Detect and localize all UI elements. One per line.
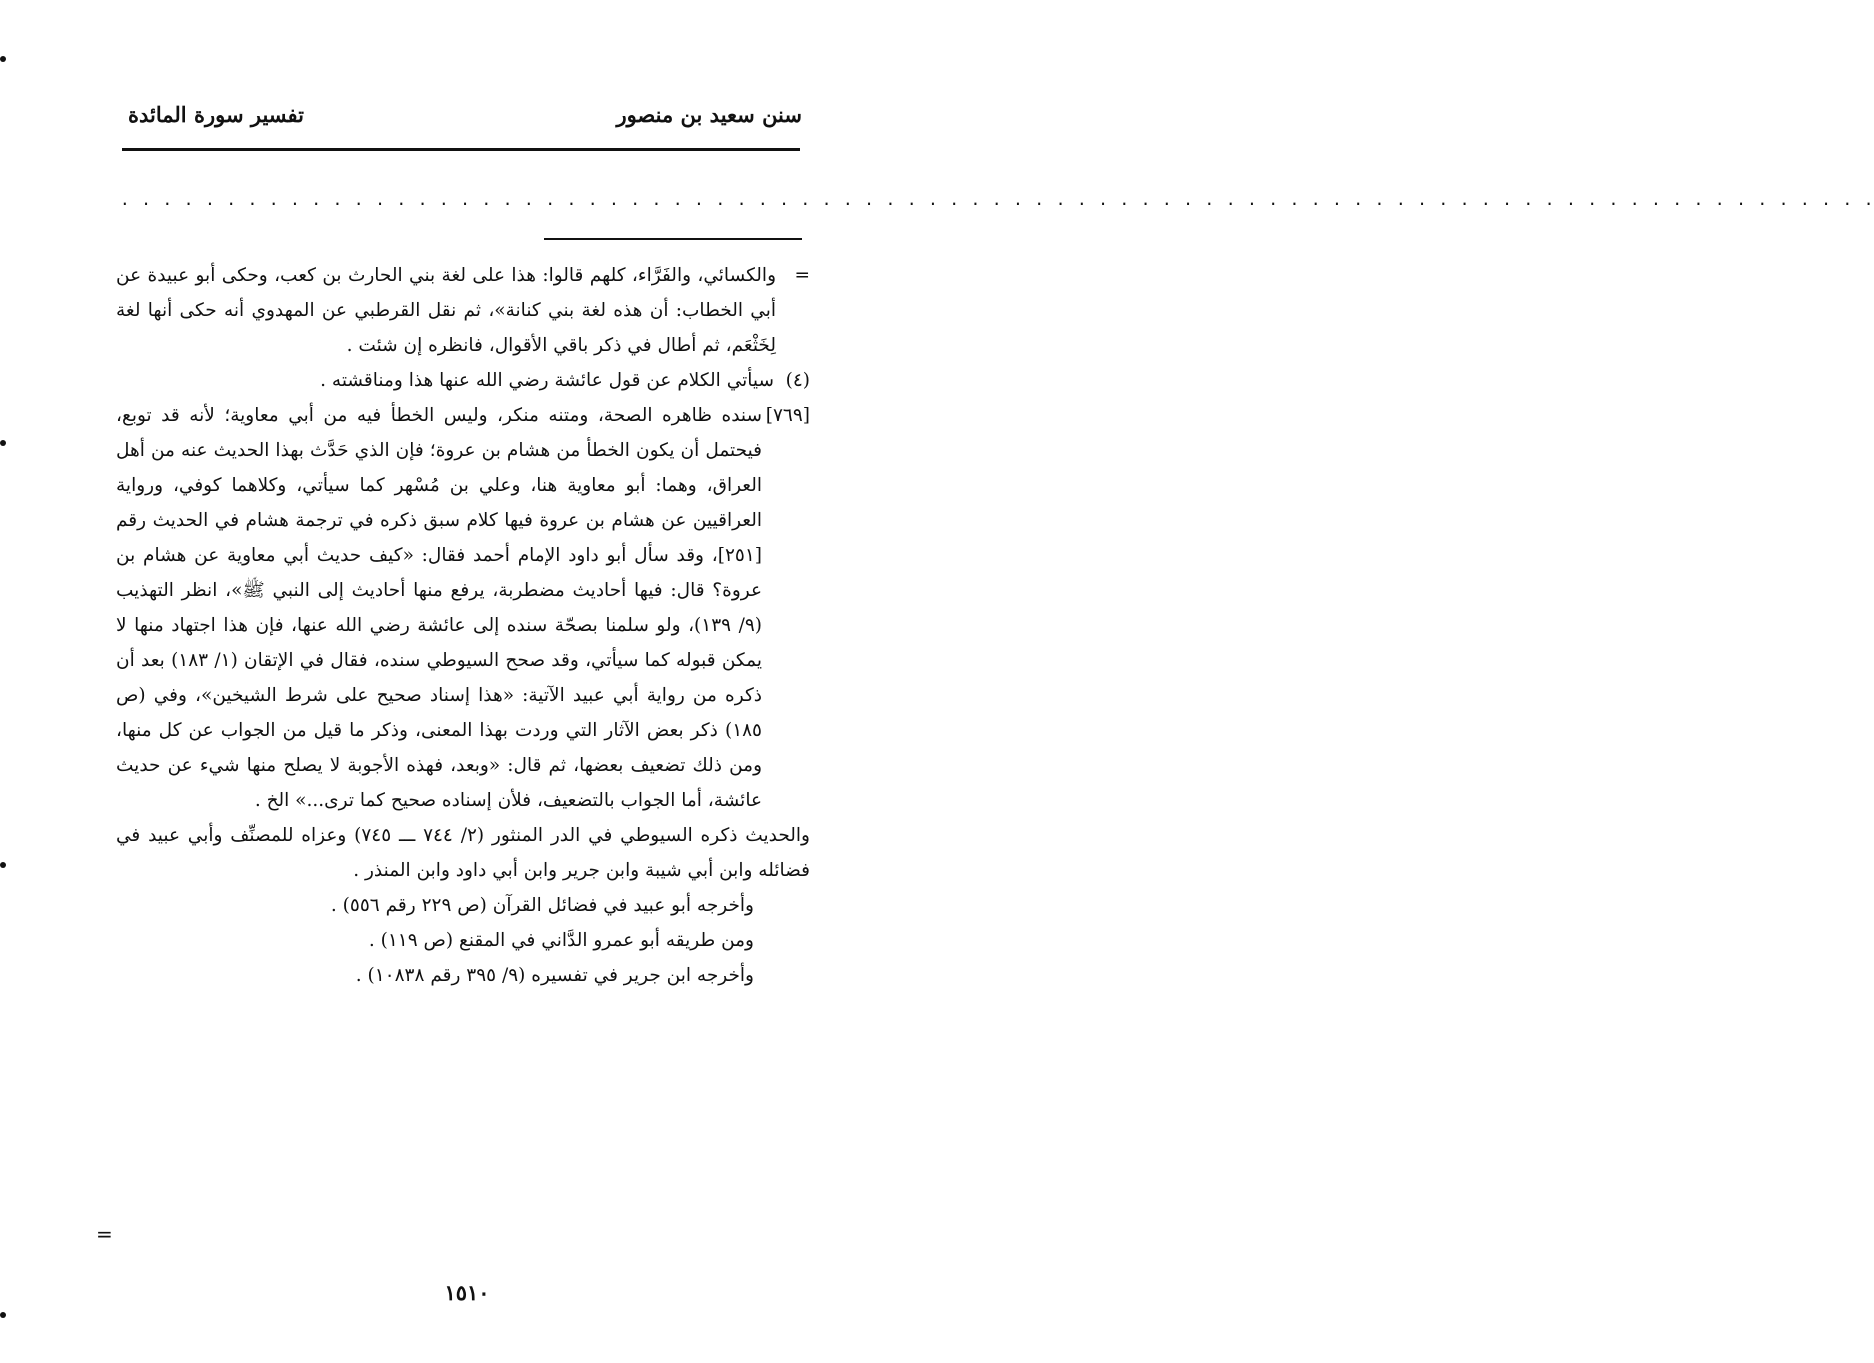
footnote-4-number: (٤) [785,370,810,391]
page-number: ١٥١٠ [444,1280,490,1305]
reference-3-text: وأخرجه ابن جرير في تفسيره (٩/ ٣٩٥ رقم ١٠٨٣٨) . [355,965,754,986]
reference-1-text: وأخرجه أبو عبيد في فضائل القرآن (ص ٢٢٩ رقم ٥٥٦) . [330,895,754,916]
margin-dot [0,1312,6,1318]
hadith-source-paragraph [116,818,810,888]
omitted-text-dots: . . . . . . . . . . . . . . . . . . . . . . . . . . . . . . . . . . . . . . . . . . . . . . . . . . . . . . . . . . . . . . . . . . . . . . . . . . . . . . . . . . . [120,190,1874,209]
footnotes-block [116,258,810,993]
footnote-4 [116,363,810,398]
reference-1 [116,888,810,923]
reference-2-text: ومن طريقه أبو عمرو الدَّاني في المقنع (ص ١١٩) . [368,930,754,951]
margin-dot [0,862,6,868]
commentary-769-text: سنده ظاهره الصحة، ومتنه منكر، وليس الخطأ فيه من أبي معاوية؛ لأنه قد توبع، فيحتمل أن يكون الخطأ من هشام بن عروة؛ فإن الذي حَدَّث بهذا الحديث عنه من أهل العراق، وهما: أبو معاوية هنا، وعلي بن مُسْهر كما سيأتي، وكلاهما كوفي، ورواية العراقيين عن هشام بن عروة فيها كلام سبق ذكره في ترجمة هشام في الحديث رقم [٢٥١]، وقد سأل أبو داود الإمام أحمد فقال: «كيف حديث أبي معاوية عن هشام بن عروة؟ قال: فيها أحاديث مضطربة، يرفع منها أحاديث إلى النبي ﷺ»، انظر التهذيب (٩/ ١٣٩)، ولو سلمنا بصحّة سنده إلى عائشة رضي الله عنها، فإن هذا اجتهاد منها لا يمكن قبوله كما سيأتي، وقد صحح السيوطي سنده، فقال في الإتقان (١/ ١٨٣) بعد أن ذكره من رواية أبي عبيد الآتية: «هذا إسناد صحيح على شرط الشيخين»، وفي (ص ١٨٥) ذكر بعض الآثار التي وردت بهذا المعنى، وذكر ما قيل من الجواب عن كل منها، ومن ذلك تضعيف بعضها، ثم قال: «وبعد، فهذه الأجوبة لا يصلح منها شيء عن حديث عائشة، أما الجواب بالتضعيف، فلأن إسناده صحيح كما ترى...» الخ . [116,405,762,811]
header-rule [122,148,800,151]
footnote-4-text: سيأتي الكلام عن قول عائشة رضي الله عنها هذا ومناقشته . [320,370,774,391]
book-title: سنن سعيد بن منصور [616,102,802,127]
footnote-continuation [116,258,810,363]
hadith-source-text: والحديث ذكره السيوطي في الدر المنثور (٢/ ٧٤٤ ـــ ٧٤٥) وعزاه للمصنِّف وأبي عبيد في فضائله وابن أبي شيبة وابن جرير وابن أبي داود وابن المنذر . [116,825,810,881]
chapter-title: تفسير سورة المائدة [128,102,304,127]
footnote-continuation-text: والكسائي، والفَرَّاء، كلهم قالوا: هذا على لغة بني الحارث بن كعب، وحكى أبو عبيدة عن أبي الخطاب: أن هذه لغة بني كنانة»، ثم نقل القرطبي عن المهدوي أنه حكى أنها لغة لِخَثْعَم، ثم أطال في ذكر باقي الأقوال، فانظره إن شئت . [116,265,776,356]
continued-next-page-mark: = [96,1222,113,1246]
commentary-769-number: [٧٦٩] [765,405,810,426]
reference-2 [116,923,810,958]
margin-dot [0,440,6,446]
continuation-marker: = [794,265,810,286]
margin-dot [0,56,6,62]
footnote-separator [544,238,802,240]
reference-3 [116,958,810,993]
commentary-769 [116,398,810,818]
